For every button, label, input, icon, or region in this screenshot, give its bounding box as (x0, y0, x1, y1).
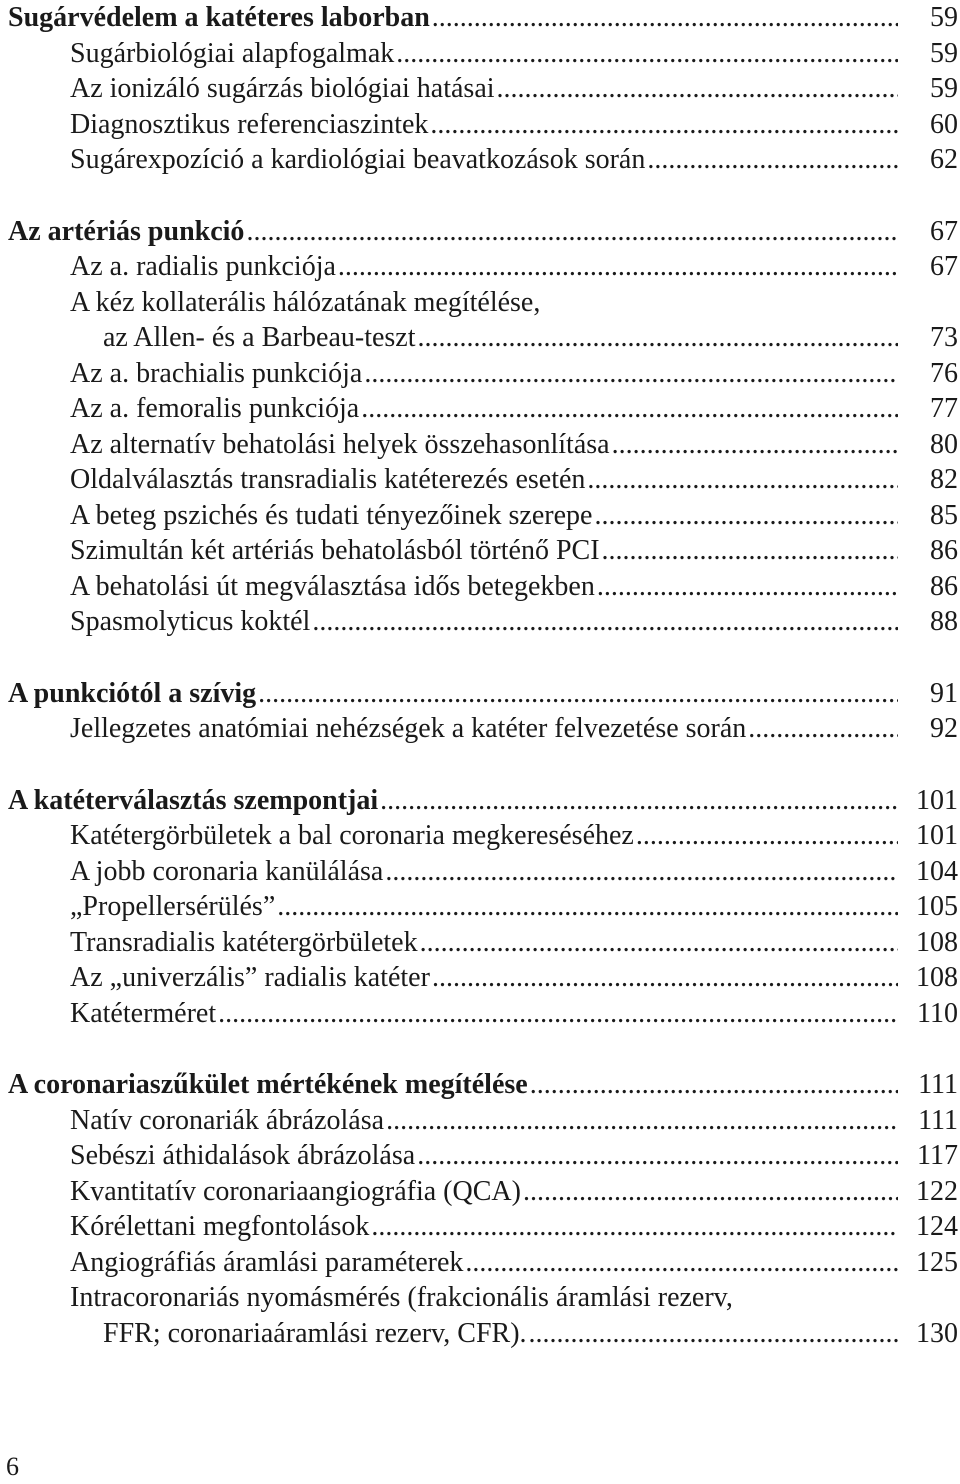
page-number: 6 (6, 1452, 19, 1481)
toc-entry[interactable] (0, 249, 960, 285)
toc-section (0, 1067, 960, 1351)
toc-entry-continued[interactable] (0, 1316, 960, 1352)
toc-section (0, 214, 960, 640)
dot-leader (465, 1245, 898, 1281)
dot-leader (597, 569, 898, 605)
toc-entry-page: 60 (930, 108, 958, 140)
toc-entry-title: Az ionizáló sugárzás biológiai hatásai (70, 73, 495, 104)
toc-chapter-page: 67 (930, 215, 958, 247)
toc-chapter-page: 111 (918, 1069, 958, 1100)
toc-chapter[interactable] (0, 676, 960, 712)
toc-entry-title: „Propellersérülés” (70, 891, 276, 922)
dot-leader (386, 1103, 898, 1139)
toc-entry-title: A beteg pszichés és tudati tényezőinek szerepe (70, 499, 593, 531)
dot-leader (432, 960, 898, 996)
dot-leader (371, 1209, 898, 1245)
toc-entry-page: 59 (930, 37, 958, 69)
dot-leader (612, 427, 898, 463)
toc-entry-page: 85 (930, 499, 958, 531)
toc-entry[interactable] (0, 356, 960, 392)
toc-entry[interactable] (0, 1245, 960, 1281)
toc-entry[interactable] (0, 36, 960, 72)
toc-entry-continued-page: 73 (930, 322, 958, 353)
toc-chapter-title: A punkciótól a szívig (8, 677, 257, 709)
toc-entry-page: 122 (916, 1175, 958, 1207)
toc-entry-page: 124 (916, 1211, 958, 1242)
toc-entry-page: 92 (930, 713, 958, 744)
toc-entry-title: Sebészi áthidalások ábrázolása (70, 1140, 416, 1171)
toc-entry-page: 111 (918, 1104, 958, 1136)
dot-leader (380, 783, 898, 819)
dot-leader (523, 1174, 898, 1210)
toc-entry-title: Az „univerzális” radialis katéter (70, 962, 430, 993)
dot-leader (647, 142, 898, 178)
toc-entry[interactable] (0, 604, 960, 640)
toc-entry-title: A behatolási út megválasztása idős betegekben (70, 570, 595, 602)
toc-entry-page: 110 (917, 997, 958, 1029)
toc-entry-page: 76 (930, 357, 958, 389)
toc-entry-continued-page: 130 (916, 1317, 958, 1349)
toc-entry[interactable] (0, 925, 960, 961)
toc-entry-page: 125 (916, 1246, 958, 1278)
toc-entry-title: Oldalválasztás transradialis katéterezés esetén (70, 464, 586, 495)
toc-section (0, 0, 960, 178)
dot-leader (338, 249, 898, 285)
toc-entry-title: A jobb coronaria kanülálása (70, 855, 384, 887)
toc-entry-continued-title: FFR; coronariaáramlási rezerv, CFR). (103, 1317, 527, 1349)
toc-entry-title: Spasmolyticus koktél (70, 606, 311, 637)
toc-entry-title: Sugárbiológiai alapfogalmak (70, 37, 395, 69)
toc-entry-page: 104 (916, 855, 958, 887)
dot-leader (530, 1067, 898, 1103)
toc-entry-page: 67 (930, 251, 958, 282)
dot-leader (529, 1316, 898, 1352)
toc-entry[interactable] (0, 71, 960, 107)
dot-leader (246, 214, 898, 250)
dot-leader (364, 356, 898, 392)
toc-entry[interactable] (0, 1138, 960, 1174)
toc-entry-title: Az a. radialis punkciója (70, 251, 336, 282)
toc-entry[interactable] (0, 996, 960, 1032)
dot-leader (277, 889, 898, 925)
toc-entry[interactable] (0, 711, 960, 747)
toc-entry-continued[interactable] (0, 320, 960, 356)
dot-leader (385, 854, 898, 890)
toc-section (0, 783, 960, 1032)
toc-entry[interactable] (0, 889, 960, 925)
toc-entry-title: Szimultán két artériás behatolásból történő PCI (70, 535, 600, 566)
toc-chapter[interactable] (0, 0, 960, 36)
dot-leader (636, 818, 898, 854)
dot-leader (748, 711, 898, 747)
toc-entry-page: 59 (930, 73, 958, 104)
toc-entry-page: 117 (917, 1140, 958, 1171)
dot-leader (497, 71, 898, 107)
toc-chapter-title: A katéterválasztás szempontjai (8, 784, 379, 816)
toc-chapter-page: 59 (930, 2, 958, 33)
toc-entry-title: Jellegzetes anatómiai nehézségek a katéter felvezetése során (70, 713, 747, 744)
toc-entry-page: 86 (930, 570, 958, 602)
toc-section (0, 676, 960, 747)
toc-entry[interactable] (0, 142, 960, 178)
dot-leader (602, 533, 898, 569)
dot-leader (432, 0, 898, 36)
dot-leader (312, 604, 898, 640)
dot-leader (361, 391, 898, 427)
toc-entry-title: A kéz kollaterális hálózatának megítélése, (70, 286, 541, 318)
toc-entry[interactable] (0, 107, 960, 143)
toc-entry-title: Az a. femoralis punkciója (70, 393, 360, 424)
toc-chapter-page: 91 (930, 677, 958, 709)
toc-entry[interactable] (0, 1103, 960, 1139)
toc-entry[interactable] (0, 391, 960, 427)
dot-leader (594, 498, 898, 534)
toc-entry[interactable] (0, 498, 960, 534)
toc-entry-title: Katétergörbületek a bal coronaria megkereséséhez (70, 820, 634, 851)
toc-entry-page: 86 (930, 535, 958, 566)
toc-chapter-title: Az artériás punkció (8, 215, 245, 247)
toc-entry-continued-title: az Allen- és a Barbeau-teszt (103, 322, 416, 353)
dot-leader (218, 996, 898, 1032)
toc-entry-page: 88 (930, 606, 958, 637)
toc-entry-title: Katéterméret (70, 997, 217, 1029)
dot-leader (417, 1138, 898, 1174)
toc-entry-title: Az alternatív behatolási helyek összehasonlítása (70, 428, 610, 460)
toc-entry-page: 62 (930, 144, 958, 175)
dot-leader (396, 36, 898, 72)
toc-entry-title: Angiográfiás áramlási paraméterek (70, 1246, 464, 1278)
toc-entry-title: Transradialis katétergörbületek (70, 926, 418, 958)
toc-chapter-page: 101 (916, 784, 958, 816)
dot-leader (258, 676, 898, 712)
toc-chapter[interactable] (0, 214, 960, 250)
dot-leader (418, 320, 898, 356)
toc-entry[interactable] (0, 533, 960, 569)
toc-entry-title: Sugárexpozíció a kardiológiai beavatkozások során (70, 144, 646, 175)
toc-entry-title: Kvantitatív coronariaangiográfia (QCA) (70, 1175, 521, 1207)
toc-entry[interactable] (0, 427, 960, 463)
toc-entry-title: Diagnosztikus referenciaszintek (70, 108, 429, 140)
toc-entry-title: Intracoronariás nyomásmérés (frakcionális áramlási rezerv, (70, 1282, 733, 1313)
toc-chapter-title: A coronariaszűkület mértékének megítélése (8, 1069, 528, 1100)
toc-entry[interactable] (0, 854, 960, 890)
toc-entry-page: 80 (930, 428, 958, 460)
toc-entry-title: Az a. brachialis punkciója (70, 357, 363, 389)
toc-entry-title: Natív coronariák ábrázolása (70, 1104, 385, 1136)
toc-entry-page: 82 (930, 464, 958, 495)
dot-leader (430, 107, 898, 143)
toc-entry[interactable] (0, 960, 960, 996)
toc-chapter-title: Sugárvédelem a katéteres laborban (8, 2, 430, 33)
toc-chapter[interactable] (0, 1067, 960, 1103)
toc-entry[interactable] (0, 285, 960, 321)
toc-entry-page: 108 (916, 962, 958, 993)
toc-entry-page: 108 (916, 926, 958, 958)
toc-entry[interactable] (0, 818, 960, 854)
dot-leader (420, 925, 898, 961)
toc-entry[interactable] (0, 1174, 960, 1210)
toc-entry[interactable] (0, 462, 960, 498)
dot-leader (587, 462, 898, 498)
toc-entry[interactable] (0, 569, 960, 605)
toc-chapter[interactable] (0, 783, 960, 819)
toc-entry[interactable] (0, 1280, 960, 1316)
toc-entry-page: 101 (916, 820, 958, 851)
toc-entry-page: 77 (930, 393, 958, 424)
toc-entry[interactable] (0, 1209, 960, 1245)
toc-entry-title: Kórélettani megfontolások (70, 1211, 370, 1242)
toc-entry-page: 105 (916, 891, 958, 922)
